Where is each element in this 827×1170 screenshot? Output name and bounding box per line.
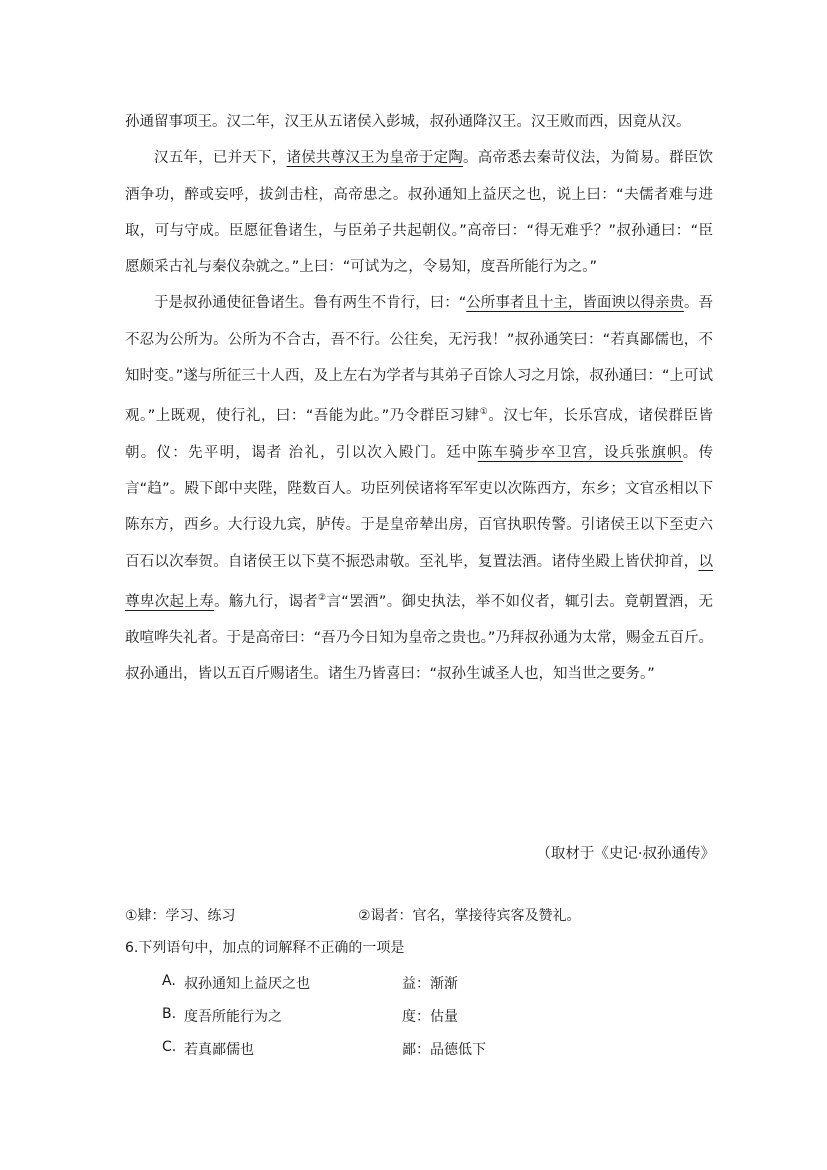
footnotes (125, 905, 581, 925)
question-stem: 6.下列语句中，加点的词解释不正确的一项是 (125, 940, 405, 956)
option-a-letter: A. (162, 973, 176, 989)
paragraph-1-text: 孙通留事项王。汉二年，汉王从五诸侯入彭城，叔孙通降汉王。汉王败而西，因竟从汉。 (125, 114, 691, 130)
underlined-sentence-2: 公所事者且十主，皆面谀以得亲贵 (466, 295, 684, 312)
footnote-2: ②谒者：官名，掌接待宾客及赞礼。 (358, 908, 581, 924)
underlined-sentence-4: 以尊卑次起上寿 (125, 553, 713, 610)
option-c (162, 1039, 602, 1061)
footnote-marker-2: ② (318, 592, 327, 603)
paragraph-2-text-b: 。高帝悉去秦苛仪法，为简易。群臣饮酒争功，醉或妄呼，拔剑击柱，高帝患之。叔孙通知上益厌之也，说上曰：“夫儒者难与进取，可与守成。臣愿征鲁诸生，与臣弟子共起朝仪。”高帝曰：“得无难乎？”叔孙通曰：“臣愿颇采古礼与秦仪杂就之。”上曰：“可试为之，令易知，度吾所能行为之。” (125, 150, 714, 276)
option-c-explanation: 鄙：品德低下 (402, 1042, 486, 1058)
option-c-sentence: 若真鄙儒也 (184, 1042, 254, 1058)
underlined-sentence-1: 诸侯共尊汉王为皇帝于定陶 (286, 150, 464, 167)
passage-paragraph-2 (125, 140, 713, 285)
option-a (162, 973, 602, 995)
option-c-letter: C. (162, 1039, 177, 1055)
option-b-sentence: 度吾所能行为之 (184, 1009, 282, 1025)
paragraph-3-text-a: 于是叔孙通使征鲁诸生。鲁有两生不肯行，曰：“ (154, 295, 467, 312)
option-b-explanation: 度：估量 (402, 1009, 458, 1025)
passage-paragraph-3 (125, 285, 713, 692)
option-a-explanation: 益：渐渐 (402, 976, 458, 992)
passage-paragraph-1 (125, 104, 713, 140)
paragraph-3-text-b: 。吾不忍为公所为。公所为不合古，吾不行。公往矣，无污我！”叔孙通笑曰：“若真鄙儒也，不知时变。”遂与所征三十人西，及上左右为学者与其弟子百馀人习之月馀，叔孙通曰：“上可试观。”上既观，使行礼，曰：“吾能为此。”乃令群臣习肄 (125, 295, 713, 425)
option-b-letter: B. (162, 1006, 177, 1022)
paragraph-3-text-d: 。传言“趋”。殿下郎中夹陛，陛数百人。功臣列侯诸将军军吏以次陈西方，东乡；文官丞相以下陈东方，西乡。大行设九宾，胪传。于是皇帝辇出房，百官执职传警。引诸侯王以下至吏六百石以次奉贺。自诸侯王以下莫不振恐肃敬。至礼毕，复置法酒。诸侍坐殿上皆伏抑首， (125, 444, 714, 570)
option-b (162, 1006, 602, 1028)
underlined-sentence-3: 陈车骑步卒卫宫，设兵张旗帜 (477, 444, 683, 461)
paragraph-3-text-c: 。汉七年，长乐宫成，诸侯群臣皆朝。仪：先平明，谒者 治礼，引以次入殿门。廷中 (125, 408, 713, 461)
footnote-1: ①肄：学习、练习 (125, 908, 236, 924)
passage-text (125, 104, 713, 693)
footnote-marker-1: ① (479, 407, 489, 418)
option-a-sentence: 叔孙通知上益厌之也 (184, 976, 310, 992)
source-citation: （取材于《史记·叔孙通传》 (536, 846, 715, 862)
paragraph-2-text-a: 汉五年，已并天下， (154, 150, 287, 167)
paragraph-3-text-f: 言“罢酒”。御史执法，举不如仪者，辄引去。竟朝置酒，无敢喧哗失礼者。于是高帝曰：“吾乃今日知为皇帝之贵也。”乃拜叔孙通为太常，赐金五百斤。叔孙通出，皆以五百斤赐诸生。诸生乃皆喜曰：“叔孙生诚圣人也，知当世之要务。” (125, 593, 714, 683)
paragraph-3-text-e: 。觞九行，谒者 (214, 593, 319, 610)
